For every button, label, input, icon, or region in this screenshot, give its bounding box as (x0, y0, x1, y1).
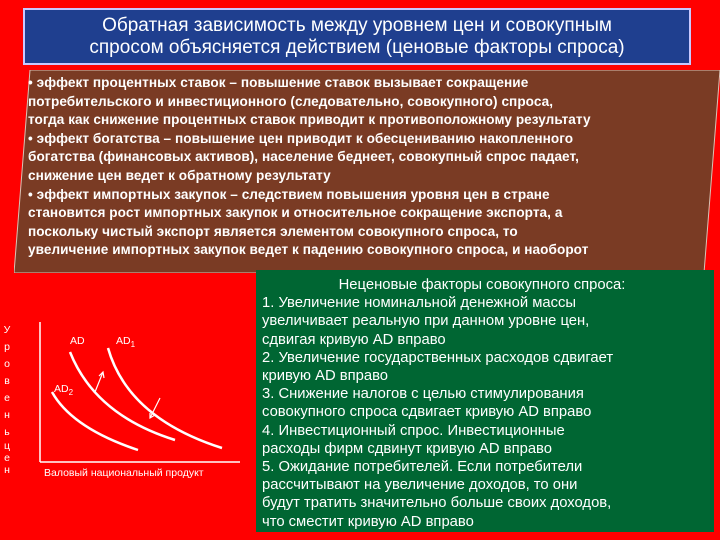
price-line: • эффект процентных ставок – повышение ставок вызывает сокращение (28, 75, 529, 90)
price-line: богатства (финансовых активов), население беднеет, совокупный спрос падает, (28, 149, 580, 165)
ad2-curve (52, 392, 138, 450)
nonprice-factors-box (256, 270, 714, 532)
price-line: снижение цен ведет к обратному результату (28, 167, 331, 183)
price-factors-box (14, 70, 720, 273)
nonprice-factors-text (262, 276, 714, 531)
shift-arrow-up (95, 372, 103, 392)
y-axis-label-char: о (4, 358, 10, 370)
nonprice-line: 1. Увеличение номинальной денежной массы (262, 295, 577, 312)
price-line: • эффект богатства – повышение цен приводит к обесцениванию накопленного (28, 130, 574, 146)
nonprice-line: 4. Инвестиционный спрос. Инвестиционные (262, 422, 565, 439)
ad1-curve (108, 348, 222, 448)
y-axis-label-char: р (4, 341, 10, 353)
ad2-label: $AD_2$ (54, 383, 74, 398)
y-axis-label-char: е (4, 392, 10, 404)
nonprice-heading: Неценовые факторы совокупного спроса: (338, 277, 626, 293)
price-line: тогда как снижение процентных ставок приводит к противоположному результату (28, 112, 591, 128)
y-axis-label-char: н (4, 464, 10, 476)
nonprice-line: будут тратить значительно больше своих доходов, (262, 495, 612, 512)
price-factors-text (28, 74, 712, 260)
ad-curve-graph (0, 300, 256, 500)
price-line: потребительского и инвестиционного (следовательно, совокупного) спроса, (28, 93, 554, 109)
price-line: • эффект импортных закупок – следствием повышения уровня цен в стране (28, 186, 550, 202)
y-axis-label-char: ц (3, 440, 10, 452)
nonprice-line: что сместит кривую AD вправо (262, 513, 474, 530)
y-axis-label-char: е (4, 452, 10, 464)
nonprice-line: 5. Ожидание потребителей. Если потребители (262, 459, 583, 476)
y-axis-label-char: У (3, 324, 11, 336)
nonprice-line: совокупного спроса сдвигает кривую AD вправо (262, 404, 592, 421)
nonprice-line: расходы фирм сдвинут кривую AD вправо (262, 440, 552, 457)
price-line: становится рост импортных закупок и относительное сокращение экспорта, а (28, 205, 563, 221)
nonprice-line: рассчитывают на увеличение доходов, то они (262, 477, 578, 494)
y-axis-label-char: ь (4, 426, 10, 438)
nonprice-line: увеличивает реальную при данном уровне цен, (262, 313, 590, 330)
nonprice-line: кривую AD вправо (262, 368, 389, 385)
ad-label: AD (70, 335, 85, 347)
y-axis-label-char: н (4, 409, 10, 421)
title-line-2: спросом объясняется действием (ценовые факторы спроса) (89, 36, 625, 58)
nonprice-line: 2. Увеличение государственных расходов сдвигает (262, 349, 614, 366)
title-box (23, 8, 691, 65)
ad1-label: $AD_1$ (116, 335, 136, 350)
price-line: поскольку чистый экспорт является элементом совокупного спроса, то (28, 223, 518, 239)
title-line-1: Обратная зависимость между уровнем цен и совокупным (102, 14, 612, 36)
x-axis-label: Валовый национальный продукт (44, 467, 204, 479)
nonprice-line: сдвигая кривую AD вправо (262, 331, 446, 348)
price-line: увеличение импортных закупок ведет к падению совокупного спроса, и наоборот (28, 242, 589, 258)
y-axis-label-char: в (4, 375, 10, 387)
nonprice-line: 3. Снижение налогов с целью стимулирования (262, 386, 584, 403)
